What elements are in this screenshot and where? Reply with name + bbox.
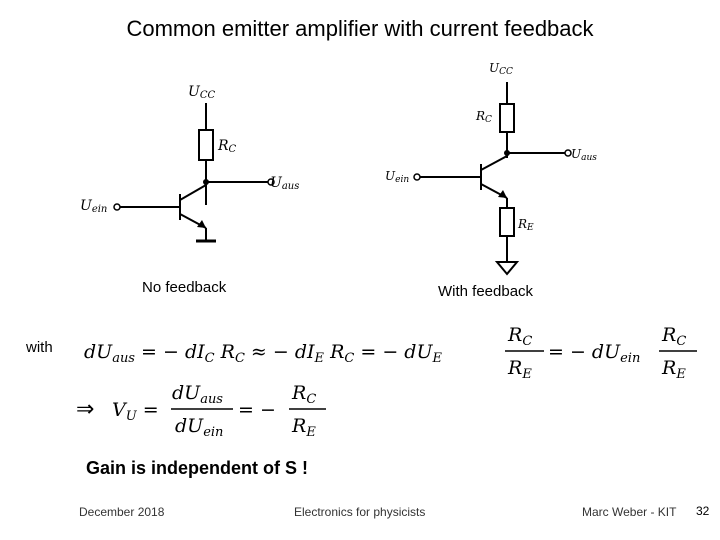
- label-rc-right: RC: [476, 109, 492, 125]
- labels-right: [385, 61, 597, 233]
- svg-text:RC: $R_C$: [292, 382, 317, 407]
- svg-text:dUaus = − dIC RC ≈ − dIE RC =: $dU_{aus}$ = − $dI_C$ $R_C$ ≈ − $dI_E$ $R_C$ = − $dU_E$: [84, 341, 442, 366]
- svg-text:dUein: $dU_{ein}$: [175, 415, 224, 440]
- resistor-rc-left: [199, 130, 213, 160]
- svg-text:= −: = −: [238, 399, 276, 421]
- resistor-re-right: [500, 208, 514, 236]
- svg-text:VU =: $V_U$ =: [112, 399, 159, 424]
- circuit-right: [414, 82, 571, 274]
- label-rc-left: RC: [218, 138, 237, 155]
- page-number: 32: [696, 504, 710, 518]
- svg-text:RC: $R_C$: [662, 324, 687, 349]
- resistor-rc-right: [500, 104, 514, 132]
- equation-2: [76, 382, 326, 440]
- with-label: with: [26, 339, 53, 356]
- circuit-left: [114, 103, 274, 241]
- caption-with-feedback: With feedback: [438, 283, 534, 300]
- label-uaus-right: Uaus: [571, 147, 597, 163]
- caption-no-feedback: No feedback: [142, 279, 227, 296]
- svg-text:dUaus: $dU_{aus}$: [172, 382, 223, 407]
- svg-text:RE: $R_E$: [292, 415, 316, 440]
- label-ucc-right: UCC: [489, 61, 513, 77]
- footer-date: December 2018: [79, 505, 165, 519]
- equation-1: [84, 324, 697, 382]
- label-re-right: RE: [518, 217, 534, 233]
- label-uein-right: Uein: [385, 169, 410, 185]
- label-uein-left: Uein: [80, 198, 108, 215]
- gain-statement: Gain is independent of S !: [86, 458, 309, 478]
- label-ucc-left: UCC: [188, 84, 216, 101]
- footer-course: Electronics for physicists: [294, 505, 426, 519]
- svg-text:= − dUein: = − $dU_{ein}$: [548, 341, 641, 366]
- slide-title: Common emitter amplifier with current feedback: [126, 16, 594, 41]
- svg-text:RC: $R_C$: [508, 324, 533, 349]
- svg-text:RE: $R_E$: [508, 357, 532, 382]
- svg-text:RE: $R_E$: [662, 357, 686, 382]
- footer-author: Marc Weber - KIT: [582, 505, 677, 519]
- label-uaus-left: Uaus: [270, 175, 300, 192]
- implies-arrow: ⇒: [76, 397, 95, 422]
